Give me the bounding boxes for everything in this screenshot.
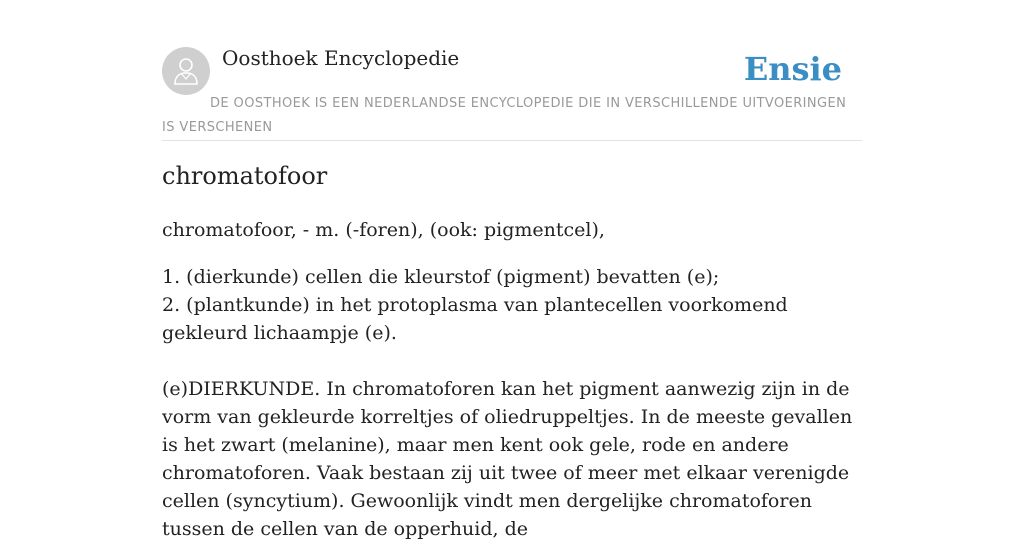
site-tagline: DE OOSTHOEK IS EEN NEDERLANDSE ENCYCLOPEDIE DIE IN VERSCHILLENDE UITVOERINGEN IS VERSCHENEN — [162, 96, 847, 135]
site-header — [162, 0, 862, 141]
page-container — [162, 0, 862, 540]
avatar[interactable] — [162, 47, 210, 95]
site-name[interactable]: Oosthoek Encyclopedie — [222, 46, 460, 70]
brand-logo[interactable]: Ensie — [743, 50, 842, 88]
article-body: (e)DIERKUNDE. In chromatoforen kan het pigment aanwezig zijn in de vorm van gekleurde korreltjes of oliedruppeltjes. In de meeste gevallen is het zwart (melanine), maar men kent ook gele, rode en andere chromatoforen. Vaak bestaan zij uit twee of meer met elkaar verenigde cellen (syncytium). Gewoonlijk vindt men dergelijke chromatoforen tussen de cellen van de opperhuid, de — [162, 378, 853, 540]
article-content — [162, 216, 862, 543]
article-title: chromatofoor — [162, 162, 328, 190]
article-lemma: chromatofoor, - m. (-foren), (ook: pigmentcel), — [162, 219, 605, 241]
definition-2: 2. (plantkunde) in het protoplasma van plantecellen voorkomend gekleurd lichaampje (e). — [162, 294, 788, 344]
definition-1: 1. (dierkunde) cellen die kleurstof (pigment) bevatten (e); — [162, 266, 720, 288]
user-icon — [172, 56, 200, 86]
paragraph-gap — [162, 347, 862, 375]
